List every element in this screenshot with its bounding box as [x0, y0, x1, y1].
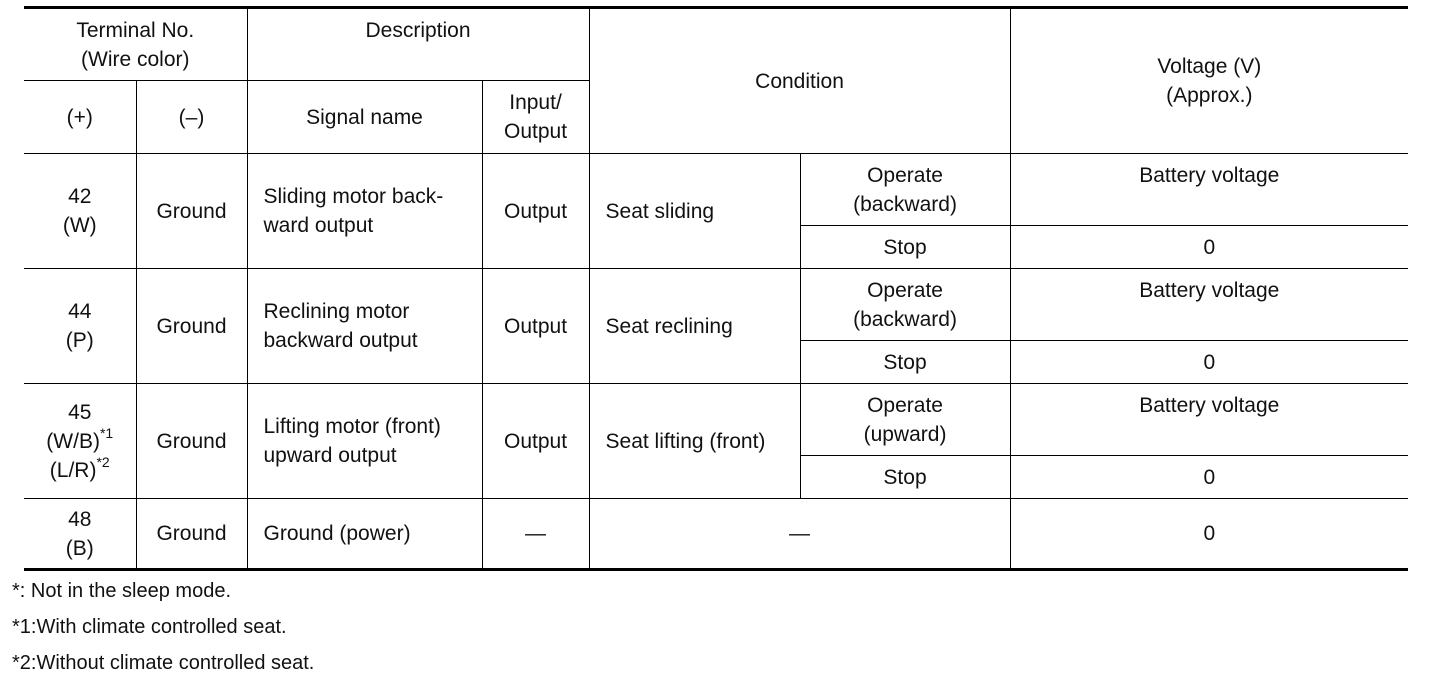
- operate-label: Operate: [867, 163, 943, 187]
- voltage-operate-cell: Battery voltage: [1010, 269, 1408, 341]
- voltage-operate-cell: Battery voltage: [1010, 154, 1408, 226]
- table-row: [24, 384, 1408, 456]
- stop-cell: Stop: [800, 456, 1010, 499]
- footnote-marker: *2: [96, 453, 110, 470]
- signal-name-line: backward output: [263, 329, 418, 352]
- condition-cell: —: [589, 499, 1010, 570]
- operate-cell: [800, 154, 1010, 226]
- voltage-cell: 0: [1010, 499, 1408, 570]
- io-cell: Output: [482, 269, 589, 384]
- condition-cell: Seat sliding: [589, 154, 800, 269]
- terminal-number: 42: [68, 185, 92, 208]
- signal-name-cell: [247, 384, 482, 499]
- header-row-1: [24, 8, 1408, 81]
- signal-name-cell: [247, 269, 482, 384]
- description-header: Description: [247, 8, 589, 81]
- minus-header: (–): [136, 81, 247, 154]
- footnote-marker: *1: [99, 424, 114, 441]
- footnotes: [12, 573, 314, 681]
- signal-name-line: Lifting motor (front): [263, 415, 441, 438]
- signal-name-line: Reclining motor: [263, 300, 410, 323]
- operate-label: Operate: [867, 393, 943, 417]
- wire-color: (W): [62, 214, 97, 237]
- operate-cell: [800, 269, 1010, 341]
- signal-name-line: Sliding motor back-: [263, 185, 444, 208]
- output-label: Output: [503, 120, 568, 143]
- signal-name-line: ward output: [263, 214, 374, 237]
- operate-cell: [800, 384, 1010, 456]
- voltage-operate-cell: Battery voltage: [1010, 384, 1408, 456]
- wire-color-option: [34, 453, 126, 485]
- terminal-spec-table: [24, 6, 1408, 571]
- operate-direction: (backward): [853, 307, 957, 331]
- terminal-cell: [24, 154, 136, 269]
- spec-page: [12, 0, 1408, 678]
- operate-label: Operate: [867, 278, 943, 302]
- voltage-header: [1010, 8, 1408, 154]
- approx-label: (Approx.): [1166, 84, 1253, 107]
- terminal-number: 44: [68, 300, 92, 323]
- voltage-stop-cell: 0: [1010, 341, 1408, 384]
- io-cell: —: [482, 499, 589, 570]
- condition-cell: Seat reclining: [589, 269, 800, 384]
- io-cell: Output: [482, 154, 589, 269]
- signal-name-line: upward output: [263, 444, 397, 467]
- terminal-number: 48: [68, 507, 92, 531]
- footnote: *: Not in the sleep mode.: [12, 580, 232, 602]
- operate-direction: (upward): [863, 422, 947, 446]
- ground-cell: Ground: [136, 384, 247, 499]
- voltage-stop-cell: 0: [1010, 456, 1408, 499]
- condition-header: Condition: [589, 8, 1010, 154]
- ground-cell: Ground: [136, 269, 247, 384]
- table-row: [24, 499, 1408, 570]
- wire-color: (W/B): [46, 429, 100, 453]
- wire-color-option: [34, 424, 126, 456]
- table-row: [24, 154, 1408, 226]
- wire-color: (B): [65, 536, 94, 560]
- ground-cell: Ground: [136, 499, 247, 570]
- signal-name-header: Signal name: [247, 81, 482, 154]
- footnote: *1:With climate controlled seat.: [12, 616, 287, 638]
- wire-color-label: (Wire color): [81, 47, 190, 71]
- wire-color: (L/R): [49, 458, 97, 482]
- terminal-no-label: Terminal No.: [76, 18, 195, 42]
- terminal-number: 45: [68, 400, 92, 424]
- stop-cell: Stop: [800, 341, 1010, 384]
- input-label: Input/: [509, 91, 562, 114]
- input-output-header: [482, 81, 589, 154]
- condition-cell: Seat lifting (front): [589, 384, 800, 499]
- terminal-cell: [24, 499, 136, 570]
- ground-cell: Ground: [136, 154, 247, 269]
- signal-name-cell: Ground (power): [247, 499, 482, 570]
- plus-header: (+): [24, 81, 136, 154]
- stop-cell: Stop: [800, 226, 1010, 269]
- terminal-cell: [24, 269, 136, 384]
- terminal-no-header: [24, 8, 247, 81]
- table-row: [24, 269, 1408, 341]
- operate-direction: (backward): [853, 192, 957, 216]
- io-cell: Output: [482, 384, 589, 499]
- voltage-stop-cell: 0: [1010, 226, 1408, 269]
- terminal-cell: [24, 384, 136, 499]
- footnote: *2:Without climate controlled seat.: [12, 652, 315, 674]
- voltage-label: Voltage (V): [1157, 55, 1262, 78]
- wire-color: (P): [65, 329, 94, 352]
- signal-name-cell: [247, 154, 482, 269]
